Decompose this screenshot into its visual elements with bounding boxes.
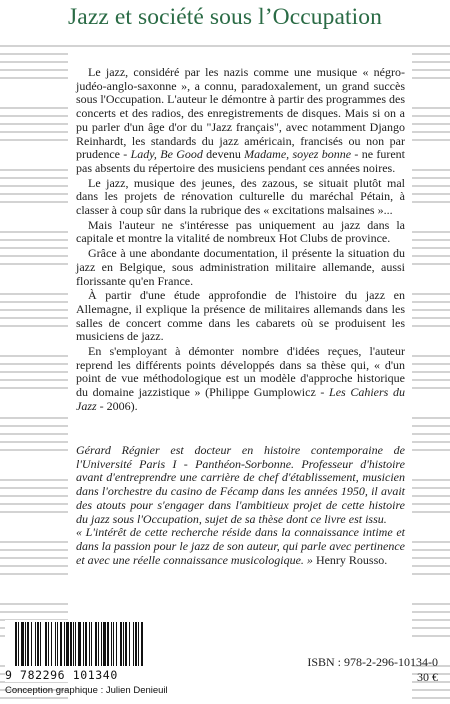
barcode-bar [123, 622, 124, 666]
barcode-bar [21, 622, 24, 666]
summary-paragraph-1 [76, 66, 405, 176]
price-text: 30 € [417, 670, 438, 684]
author-bio [76, 444, 405, 567]
barcode-bar [51, 622, 52, 666]
barcode-bar [91, 622, 92, 666]
barcode-bar [40, 622, 41, 666]
barcode-bar [120, 622, 122, 666]
barcode-bar [31, 622, 32, 666]
barcode-bar [98, 622, 99, 666]
barcode-bar [27, 622, 29, 666]
barcode-bar [101, 622, 102, 666]
barcode-bar [64, 622, 65, 666]
paragraph-6-text-a: En s'employant à démonter nombre d'idées reçues, l'auteur reprend les différents points développés dans sa thèse qui, « d'un point de vue méthodologique est un modèle d'approche historique du domaine jazzistique » (Philippe Gumplowicz - [76, 344, 405, 400]
barcode-bars [5, 620, 156, 668]
summary-paragraph-6 [76, 345, 405, 414]
barcode-bar [85, 622, 87, 666]
barcode-bar [138, 622, 139, 666]
barcode-bar [83, 622, 84, 666]
barcode-bar [103, 622, 106, 666]
barcode-bar [95, 622, 97, 666]
design-credit: Conception graphique : Julien Denieuil [5, 685, 168, 696]
review-quote-author: Henry Rousso. [315, 552, 388, 567]
barcode-bar [35, 622, 36, 666]
barcode-bar [133, 622, 134, 666]
barcode-bar [113, 622, 114, 666]
summary-paragraph-2: Le jazz, musique des jeunes, des zazous, se situait plutôt mal dans les projets de rénovation culturelle du maréchal Pétain, à classer à coup sûr dans la rubrique des « excitations malsaines »... [76, 175, 405, 218]
barcode-bar [66, 622, 69, 666]
barcode-bar [135, 622, 137, 666]
summary-paragraph-5: À partir d'une étude approfondie de l'histoire du jazz en Allemagne, il explique la présence de militaires allemands dans les salles de concert comme dans les cabarets où se produisent les musiciens de jazz. [76, 288, 405, 344]
barcode-bar [70, 622, 72, 666]
barcode-bar [116, 622, 117, 666]
barcode-bar [18, 622, 19, 666]
isbn-barcode [5, 620, 156, 682]
barcode-bar [48, 622, 49, 666]
barcode-bar [25, 622, 26, 666]
isbn-text: ISBN : 978-2-296-10134-0 [307, 655, 438, 669]
paragraph-1-text-c: - ne furent pas absents du répertoire des musiciens pendant ces années noires. [76, 147, 405, 175]
barcode-bar [60, 622, 62, 666]
paragraph-1-text-b: devenu [202, 147, 245, 162]
barcode-bar [45, 622, 47, 666]
citation-source: Les Cahiers du Jazz [76, 385, 405, 413]
barcode-bar [15, 622, 17, 666]
author-bio-paragraph: Gérard Régnier est docteur en histoire contemporaine de l'Université Paris I - Panthéon-Sorbonne. Professeur d'histoire avant d'entreprendre une carrière de chef d'établissement, musicien dans l'orchestre du casino de Fécamp dans les années 1950, il avait des atouts pour s'engager dans l'ambitieux projet de cette histoire du jazz sous l'Occupation, sujet de sa thèse dont ce livre est issu. [76, 443, 405, 526]
summary-paragraph-4: Grâce à une abondante documentation, il présente la situation du jazz en Belgique, sous administration militaire allemande, aussi florissante qu'en France. [76, 246, 405, 288]
barcode-bar [141, 622, 143, 666]
barcode-digits: 9 782296 101340 [5, 668, 118, 682]
review-quote-text: « L'intérêt de cette recherche réside dans la connaissance intime et dans la passion pour le jazz de son auteur, qui parle avec pertinence et avec une réelle connaissance musicologique. » [76, 525, 405, 567]
barcode-bar [57, 622, 58, 666]
barcode-bar [107, 622, 109, 666]
summary-paragraph-3: Mais l'auteur ne s'intéresse pas uniquement au jazz dans la capitale et montre la vitalité de nombreux Hot Clubs de province. [76, 217, 405, 246]
barcode-bar [55, 622, 56, 666]
page-title: Jazz et société sous l’Occupation [68, 4, 382, 30]
barcode-bar [89, 622, 90, 666]
review-quote [76, 526, 405, 567]
barcode-bar [125, 622, 127, 666]
song-title-madame-soyez-bonne: Madame, soyez bonne [244, 147, 352, 162]
back-cover-summary [76, 66, 405, 415]
barcode-bar [111, 622, 112, 666]
song-title-lady-be-good: Lady, Be Good [130, 147, 203, 162]
barcode-bar [129, 622, 130, 666]
barcode-bar [75, 622, 76, 666]
barcode-bar [78, 622, 81, 666]
paragraph-6-text-b: - 2006). [96, 398, 138, 413]
paragraph-1-text-a: Le jazz, considéré par les nazis comme une musique « négro-judéo-anglo-saxonne », a connu, paradoxalement, un grand succès sous l'Occupation. L'auteur le démontre à partir des programmes des concerts et des radios, des enregistrements de disques. Mais si on a pu parler d'un âge d'or du "Jazz français", avec notamment Django Reinhardt, les standards du jazz américain, francisés ou non par prudence - [76, 65, 405, 162]
barcode-bar [37, 622, 39, 666]
barcode-bar [73, 622, 74, 666]
